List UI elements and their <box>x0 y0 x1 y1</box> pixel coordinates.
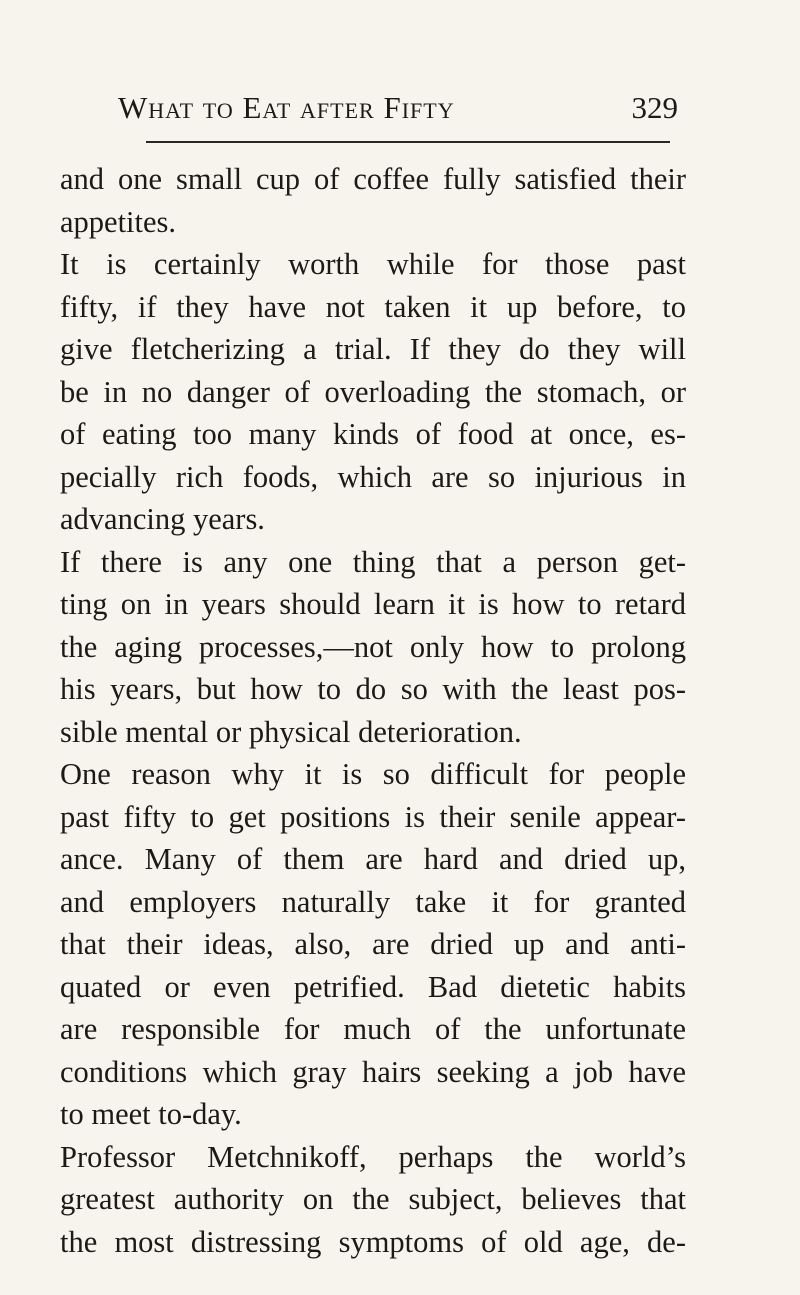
text-line: pecially rich foods, which are so injurious in <box>60 459 686 494</box>
text-line: If there is any one thing that a person get- <box>60 544 686 579</box>
text-line: give fletcherizing a trial. If they do they will <box>60 332 686 366</box>
running-head <box>108 82 678 130</box>
text-line: his years, but how to do so with the least pos- <box>60 672 686 706</box>
text-line: past fifty to get positions is their senile appear- <box>60 799 686 834</box>
text-line: greatest authority on the subject, believes that <box>60 1182 686 1216</box>
text-line: One reason why it is so difficult for people <box>60 757 686 791</box>
text-line: and employers naturally take it for granted <box>60 884 686 919</box>
text-line: advancing years. <box>60 502 265 536</box>
text-line: quated or even petrified. Bad dietetic habits <box>60 969 686 1004</box>
text-line: be in no danger of overloading the stomach, or <box>60 374 686 409</box>
text-line: to meet to-day. <box>60 1097 242 1131</box>
text-line: sible mental or physical deterioration. <box>60 714 522 749</box>
text-line: conditions which gray hairs seeking a job have <box>60 1054 686 1089</box>
text-line: are responsible for much of the unfortunate <box>60 1012 686 1046</box>
text-line: fifty, if they have not taken it up before, to <box>60 289 686 324</box>
text-line: ance. Many of them are hard and dried up, <box>60 842 686 876</box>
text-line: and one small cup of coffee fully satisfied their <box>60 162 686 196</box>
header-rule <box>146 141 670 143</box>
text-line: It is certainly worth while for those past <box>60 247 686 281</box>
body-text <box>60 158 686 1263</box>
text-line: of eating too many kinds of food at once, es- <box>60 417 686 451</box>
text-line: appetites. <box>60 204 177 239</box>
text-line: the most distressing symptoms of old age, de- <box>60 1224 686 1259</box>
text-line: Professor Metchnikoff, perhaps the world’s <box>60 1139 686 1174</box>
page-number: 329 <box>631 90 678 125</box>
text-line: ting on in years should learn it is how to retard <box>60 587 686 621</box>
running-title: What to Eat after Fifty <box>118 90 455 125</box>
text-line: the aging processes,—not only how to prolong <box>60 629 686 664</box>
text-line: that their ideas, also, are dried up and anti- <box>60 927 686 961</box>
